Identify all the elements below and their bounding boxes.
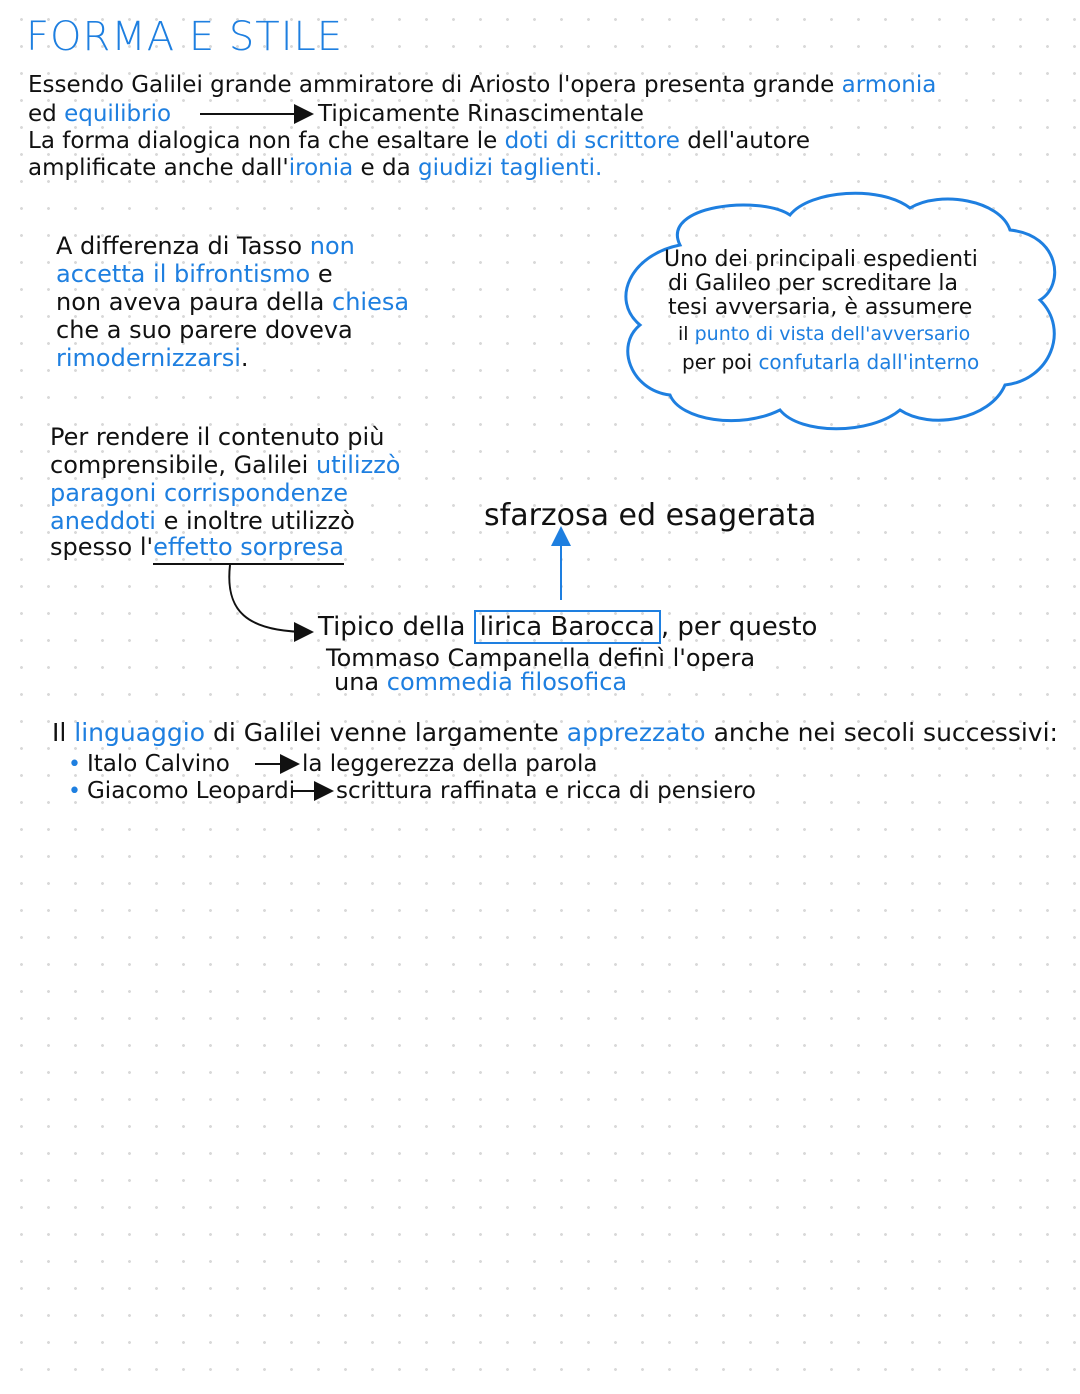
barocca-text: Tipico della <box>318 612 466 642</box>
cloud-line-4 <box>678 322 970 346</box>
highlight-apprezzato: apprezzato <box>566 718 706 747</box>
bullet-dot-icon: • <box>68 752 81 777</box>
highlight-armonia: armonia <box>841 72 937 98</box>
highlight-utilizzo: utilizzò <box>315 451 401 479</box>
tasso-text: non aveva paura della <box>56 288 325 316</box>
highlight-doti: doti di scrittore <box>504 128 680 154</box>
tasso-text: e <box>317 260 333 288</box>
arrow-sorpresa <box>229 565 310 632</box>
lirica-barocca-box: lirica Barocca <box>474 610 661 644</box>
highlight-ironia: ironia <box>288 155 354 181</box>
tasso-line-3 <box>56 288 409 316</box>
cloud-line-1: Uno dei principali espedienti <box>664 247 978 272</box>
intro-text: amplificate anche dall' <box>28 155 289 181</box>
highlight-equilibrio: equilibrio <box>64 101 172 127</box>
rinascimentale-text: Tipicamente Rinascimentale <box>318 101 644 127</box>
content-text: comprensibile, Galilei <box>50 451 309 479</box>
page-title: FORMA E STILE <box>26 14 344 60</box>
bullet-dot-icon: • <box>68 779 81 804</box>
highlight-paragoni: paragoni corrispondenze <box>50 479 349 507</box>
tasso-line-5 <box>56 344 249 372</box>
tasso-line-4: che a suo parere doveva <box>56 316 353 344</box>
cloud-line-2: di Galileo per screditare la <box>668 271 958 296</box>
linguaggio-line <box>52 718 1058 747</box>
highlight-punto-di-vista: punto di vista dell'avversario <box>694 323 971 345</box>
content-line-1: Per rendere il contenuto più <box>50 423 385 451</box>
barocca-line-3 <box>334 668 627 696</box>
bullet-leopardi <box>68 778 295 805</box>
intro-text: La forma dialogica non fa che esaltare le <box>28 128 498 154</box>
bullet-name: Giacomo Leopardi <box>86 778 296 804</box>
content-line-2 <box>50 451 400 479</box>
sfarzosa-text: sfarzosa ed esagerata <box>484 498 817 533</box>
intro-line-4 <box>28 155 602 181</box>
barocca-text: una <box>334 668 380 696</box>
tasso-line-1 <box>56 232 355 260</box>
highlight-aneddoti: aneddoti <box>50 507 156 535</box>
content-text: e inoltre utilizzò <box>163 507 355 535</box>
highlight-effetto-sorpresa: effetto sorpresa <box>153 533 344 565</box>
cloud-text: per poi <box>682 350 753 374</box>
content-line-5 <box>50 533 344 561</box>
bullet-name: Italo Calvino <box>86 751 230 777</box>
barocca-line-2: Tommaso Campanella definì l'opera <box>326 644 756 672</box>
bullet-leopardi-desc: scrittura raffinata e ricca di pensiero <box>336 778 757 804</box>
highlight-bifrontismo: accetta il bifrontismo <box>56 260 311 288</box>
barocca-line-1 <box>318 612 817 642</box>
linguaggio-text: di Galilei venne largamente <box>212 718 559 747</box>
linguaggio-text: anche nei secoli successivi: <box>713 718 1058 747</box>
cloud-line-5 <box>682 350 979 374</box>
barocca-text: , per questo <box>660 612 818 642</box>
tasso-text: A differenza di Tasso <box>56 232 303 260</box>
tasso-text: . <box>240 344 249 372</box>
highlight-non: non <box>309 232 355 260</box>
cloud-line-3: tesi avversaria, è assumere <box>668 295 973 320</box>
bullet-calvino <box>68 751 230 778</box>
tasso-line-2 <box>56 260 333 288</box>
highlight-rimodernizzarsi: rimodernizzarsi <box>56 344 241 372</box>
highlight-linguaggio: linguaggio <box>74 718 206 747</box>
intro-line-2 <box>28 101 171 127</box>
intro-line-3 <box>28 128 810 154</box>
bullet-calvino-desc: la leggerezza della parola <box>302 751 598 777</box>
cloud-text: il <box>678 323 689 345</box>
intro-text: dell'autore <box>687 128 810 154</box>
intro-text: ed <box>28 101 57 127</box>
content-line-4 <box>50 507 355 535</box>
intro-line-1 <box>28 72 936 98</box>
intro-text: Essendo Galilei grande ammiratore di Ariosto l'opera presenta grande <box>28 72 835 98</box>
highlight-giudizi: giudizi taglienti. <box>418 155 603 181</box>
linguaggio-text: Il <box>52 718 67 747</box>
highlight-confutarla: confutarla dall'interno <box>758 350 980 374</box>
content-text: spesso l' <box>50 533 154 561</box>
highlight-chiesa: chiesa <box>332 288 410 316</box>
highlight-commedia-filosofica: commedia filosofica <box>386 668 628 696</box>
intro-text: e da <box>360 155 411 181</box>
